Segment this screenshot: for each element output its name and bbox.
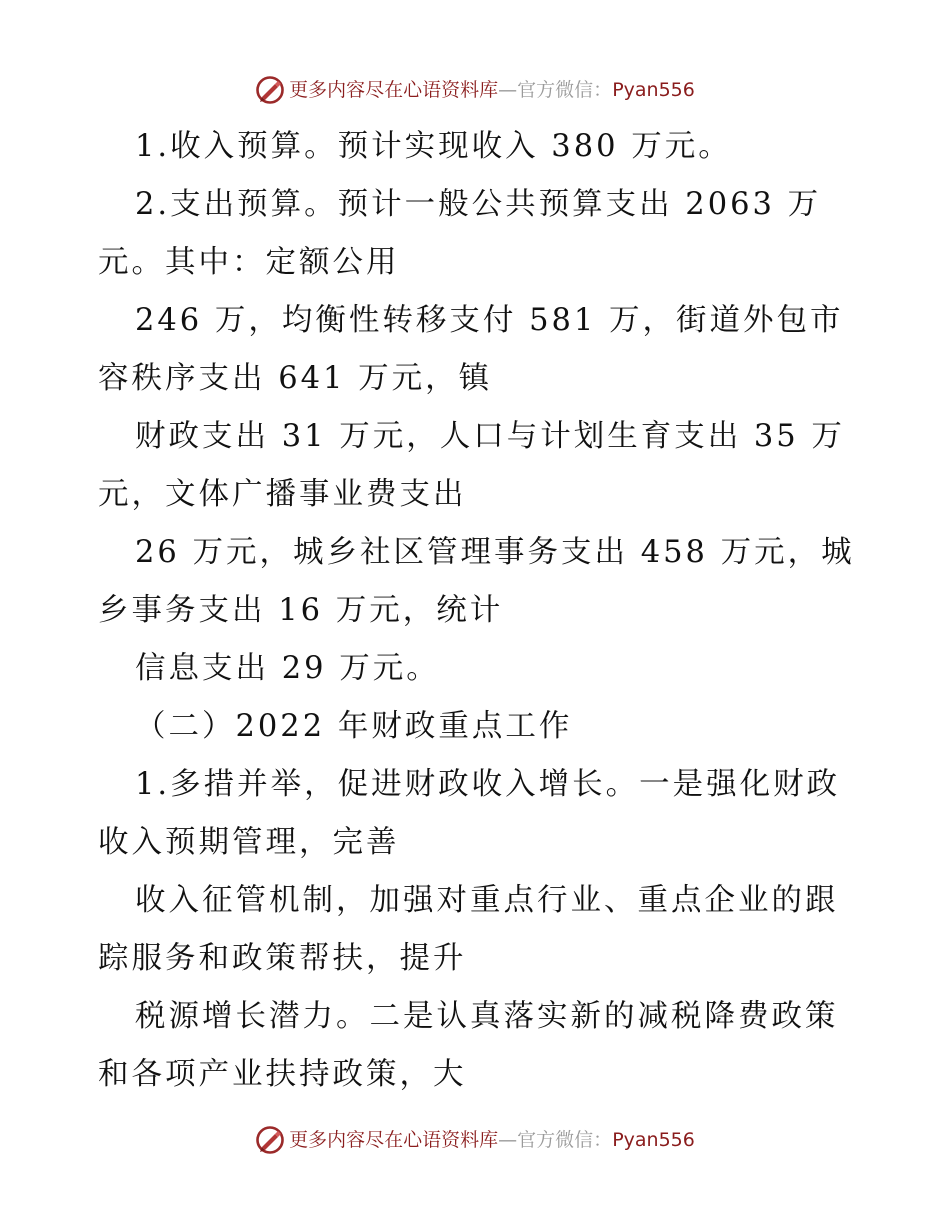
text-line: 踪服务和政策帮扶，提升 xyxy=(98,941,467,976)
banner-wechat-id: Pyan556 xyxy=(612,1128,695,1151)
section-heading: （二）2022 年财政重点工作 xyxy=(135,709,573,744)
text-line: 26 万元，城乡社区管理事务支出 458 万元，城 xyxy=(135,535,855,570)
text-line: 2.支出预算。预计一般公共预算支出 2063 万 xyxy=(135,187,822,222)
banner-main-text: 更多内容尽在心语资料库 xyxy=(289,78,499,101)
text-line: 税源增长潜力。二是认真落实新的减税降费政策 xyxy=(135,999,839,1034)
text-line: 信息支出 29 万元。 xyxy=(135,651,440,686)
footer-watermark-banner xyxy=(0,1122,950,1158)
banner-wechat-id: Pyan556 xyxy=(612,78,695,101)
text-line: 1.多措并举，促进财政收入增长。一是强化财政 xyxy=(135,767,841,802)
document-body xyxy=(98,118,858,1104)
header-watermark-banner xyxy=(0,72,950,108)
text-line: 1.收入预算。预计实现收入 380 万元。 xyxy=(135,129,732,164)
pen-logo-icon xyxy=(255,75,285,105)
banner-main-text: 更多内容尽在心语资料库 xyxy=(289,1128,499,1151)
text-line: 和各项产业扶持政策，大 xyxy=(98,1057,467,1092)
banner-text xyxy=(289,78,695,101)
banner-text xyxy=(289,1128,695,1151)
banner-separator-text: —官方微信： xyxy=(498,1128,613,1151)
text-line: 收入预期管理，完善 xyxy=(98,825,400,860)
text-line: 246 万，均衡性转移支付 581 万，街道外包市 xyxy=(135,303,844,338)
banner-separator-text: —官方微信： xyxy=(498,78,613,101)
text-line: 元。其中：定额公用 xyxy=(98,245,400,280)
pen-logo-icon xyxy=(255,1125,285,1155)
text-line: 元，文体广播事业费支出 xyxy=(98,477,467,512)
text-line: 乡事务支出 16 万元，统计 xyxy=(98,593,504,628)
text-line: 收入征管机制，加强对重点行业、重点企业的跟 xyxy=(135,883,839,918)
text-line: 财政支出 31 万元，人口与计划生育支出 35 万 xyxy=(135,419,845,454)
text-line: 容秩序支出 641 万元，镇 xyxy=(98,361,493,396)
